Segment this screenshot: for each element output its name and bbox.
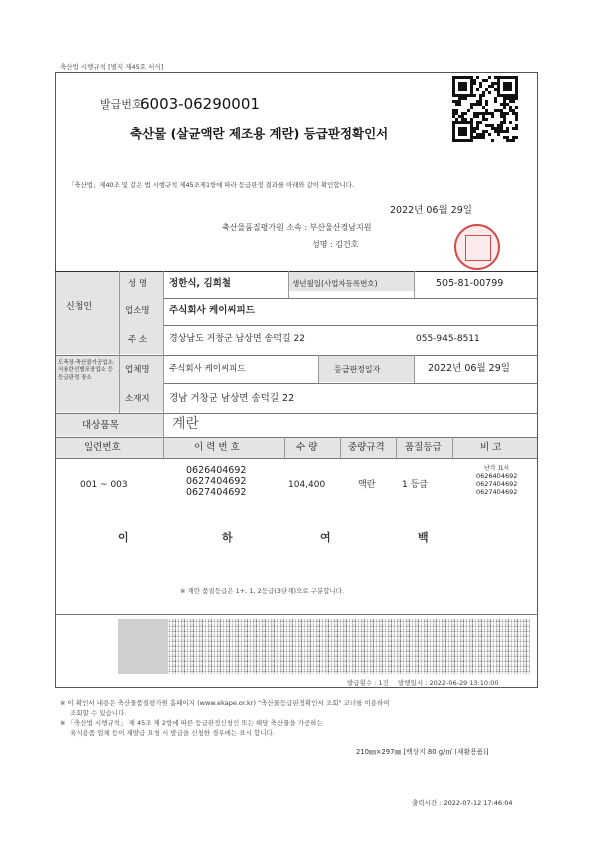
rule [284, 437, 285, 458]
grade-date-label: 등급판정일자 [334, 365, 381, 374]
col-quality: 품질등급 [405, 442, 442, 453]
issue-count: 발급횟수 : 1건 [347, 679, 389, 687]
row-history-1: 0626404692 [186, 465, 247, 476]
qr-module [515, 127, 518, 130]
preamble: 「축산법」제40조 및 같은 법 시행규칙 제45조제1항에 따라 등급판정 결과를 아래와 같이 확인합니다. [68, 181, 354, 189]
rule [55, 355, 538, 356]
row-note-3: 0627404692 [476, 488, 518, 496]
location-value: 경남 거창군 남상면 송덕길 22 [169, 393, 295, 404]
seal-inner [465, 235, 491, 261]
qr-module [464, 97, 467, 100]
qr-module [488, 76, 491, 79]
rule [396, 437, 397, 458]
qr-module [470, 106, 473, 109]
grade-date-value: 2022년 06월 29일 [428, 363, 510, 374]
qr-module [491, 115, 494, 118]
form-reference: 축산법 시행규칙 [별지 제45호 서식] [60, 63, 164, 71]
company-value: 주식회사 케이씨피드 [169, 305, 255, 316]
qr-module [482, 136, 485, 139]
item-value: 계란 [172, 416, 200, 432]
hologram-mark [118, 619, 168, 674]
col-note: 비 고 [480, 442, 502, 453]
birth-label: 생년월일(사업자등록번호) [292, 279, 378, 288]
location-label: 소재지 [125, 394, 150, 404]
row-qty: 104,400 [288, 480, 326, 490]
rule [452, 437, 453, 458]
rule [288, 271, 289, 298]
qr-module [503, 106, 506, 109]
qr-module [497, 133, 500, 136]
row-note-2: 0627404692 [476, 480, 518, 488]
birth-value: 505-81-00799 [436, 278, 504, 289]
rule [55, 458, 538, 459]
col-weight: 중량규격 [348, 442, 385, 453]
blank-mark-2: 하 [222, 531, 233, 544]
qr-module [509, 88, 512, 91]
qr-module [458, 103, 461, 106]
notice-1b: 조회할 수 있습니다. [70, 709, 127, 717]
rule [55, 271, 538, 272]
row-serial: 001 ~ 003 [80, 480, 128, 490]
rule [163, 298, 538, 299]
qr-module [512, 139, 515, 142]
qr-module [464, 88, 467, 91]
address-value: 경상남도 거창군 남상면 송덕길 22 [169, 334, 305, 344]
row-weight: 액란 [358, 480, 376, 490]
rule [55, 437, 538, 438]
notice-2: ※ 「축산법 시행규칙」 제 45조 제 2항에 따른 등급판정신청인 또는 해당 축산물을 가공하는 [60, 719, 323, 727]
qr-module [476, 115, 479, 118]
blank-mark-4: 백 [418, 531, 429, 544]
rule [163, 325, 538, 326]
print-time: 출력시간 : 2022-07-12 17:46:04 [412, 799, 513, 807]
row-note-0: 난각 표시 [484, 465, 510, 472]
qr-code [452, 76, 518, 142]
rule [163, 437, 164, 458]
qr-module [485, 103, 488, 106]
official-seal [454, 224, 500, 270]
issue-number-label: 발급번호 : [100, 98, 150, 111]
rule [414, 271, 415, 298]
row-quality: 1 등급 [402, 480, 428, 490]
rule [119, 271, 120, 413]
facility-value: 주식회사 케이씨피드 [169, 364, 246, 374]
name-label: 성 명 [128, 279, 148, 289]
rule [414, 355, 415, 383]
company-label: 업소명 [125, 306, 150, 316]
qr-module [476, 127, 479, 130]
qr-module [482, 94, 485, 97]
qr-module [464, 133, 467, 136]
qr-module [467, 109, 470, 112]
institute: 축산물품질평가원 소속 : 부산울산경남지원 [222, 223, 372, 232]
qr-module [470, 139, 473, 142]
item-label: 대상품목 [82, 420, 119, 431]
issue-date: 2022년 06월 29일 [390, 205, 472, 216]
qr-module [506, 130, 509, 133]
rule [163, 383, 538, 384]
qr-module [494, 100, 497, 103]
phone-value: 055-945-8511 [416, 334, 480, 344]
col-serial: 일련번호 [84, 442, 121, 453]
grade-footnote: ※ 계란 품질등급은 1+, 1, 2등급(3단계)으로 구분합니다. [180, 587, 345, 595]
name-value: 정한식, 김희철 [169, 278, 231, 289]
qr-module [503, 121, 506, 124]
qr-module [509, 121, 512, 124]
document-title: 축산물 (살균액란 제조용 계란) 등급판정확인서 [130, 126, 389, 141]
qr-module [512, 100, 515, 103]
col-history: 이 력 번 호 [194, 442, 240, 453]
issue-number: 6003-06290001 [140, 95, 260, 113]
row-note-1: 0626404692 [476, 472, 518, 480]
notice-1: ※ 이 확인서 내용은 축산물품질평가원 홈페이지 (www.ekape.or.kr) "축산물등급판정확인서 조회" 코너를 이용하여 [60, 699, 390, 707]
qr-module [473, 94, 476, 97]
blank-mark-1: 이 [118, 531, 129, 544]
rule [55, 614, 538, 615]
qr-module [515, 136, 518, 139]
rule [318, 355, 319, 383]
blank-mark-3: 여 [320, 531, 331, 544]
address-label: 주 소 [128, 335, 148, 345]
security-pattern-overlay [118, 619, 530, 674]
qr-module [485, 118, 488, 121]
qr-module [515, 97, 518, 100]
qr-module [479, 121, 482, 124]
grading-place-label: 도축장·축산물가공업소·식용란선별포장업소 등 등급판정 장소 [58, 360, 115, 381]
qr-module [488, 91, 491, 94]
qr-module [506, 112, 509, 115]
qr-module [515, 106, 518, 109]
qr-module [473, 82, 476, 85]
row-history-2: 0627404692 [186, 476, 247, 487]
qr-module [485, 79, 488, 82]
rule [340, 437, 341, 458]
notice-2b: 육식용품 업체 등이 재발급 요청 시 발급을 신청한 경우에는 표시 합니다. [70, 729, 275, 737]
qr-module [476, 88, 479, 91]
qr-module [488, 133, 491, 136]
row-history-3: 0627404692 [186, 487, 247, 498]
qr-module [476, 76, 479, 79]
label-bg-applicant [56, 272, 119, 354]
rule [163, 271, 164, 437]
signer: 성명 : 김건호 [312, 240, 359, 249]
paper-spec: 210㎜×297㎜ [백상지 80 g/㎡ (재활용품)] [356, 748, 489, 756]
col-qty: 수 량 [296, 442, 318, 453]
qr-module [491, 139, 494, 142]
qr-module [479, 85, 482, 88]
qr-module [464, 112, 467, 115]
applicant-label: 신청인 [66, 302, 93, 312]
rule [55, 413, 538, 414]
facility-label: 업체명 [125, 365, 150, 375]
issue-time: 발행일시 : 2022-06-29 13:10:00 [398, 679, 499, 687]
qr-module [515, 118, 518, 121]
